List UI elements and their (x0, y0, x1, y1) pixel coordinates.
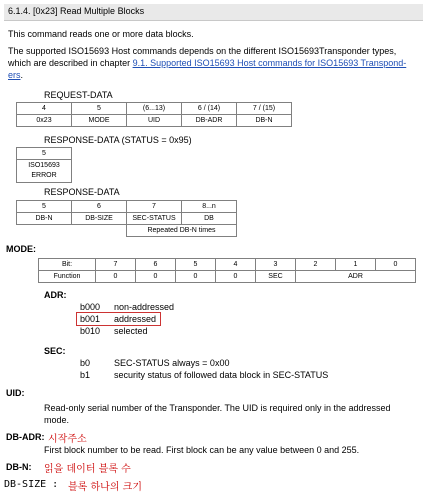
response-field-cell: DB-N (17, 213, 72, 225)
response-status-table (16, 147, 72, 183)
response-field-cell: SEC-STATUS (127, 213, 182, 225)
section-title: 6.1.4. [0x23] Read Multiple Blocks (8, 6, 145, 16)
response-status-field (17, 160, 72, 183)
adr-option-code: b000 (80, 302, 101, 312)
paragraph-line-1: The supported ISO15693 Host commands depends on the different ISO15693Transponder types, (8, 46, 397, 56)
bit-cell: 0 (376, 259, 416, 271)
request-field-cell: MODE (72, 115, 127, 127)
db-adr-description: First block number to be read. First block can be any value between 0 and 255. (44, 445, 360, 455)
request-position-cell: 5 (72, 103, 127, 115)
section-title-bar (4, 4, 423, 21)
response-repeat-row (17, 225, 237, 237)
response-position-cell: 8...n (182, 201, 237, 213)
paragraph-line-2 (8, 58, 406, 68)
request-position-cell: 7 / (15) (237, 103, 292, 115)
bit-cell: 4 (216, 259, 256, 271)
db-n-label: DB-N: (6, 462, 32, 472)
db-n-annotation: 읽을 데이터 블록 수 (44, 464, 131, 475)
bit-cell: 3 (256, 259, 296, 271)
request-field-row (17, 115, 292, 127)
response-position-cell: 7 (127, 201, 182, 213)
function-cell: 0 (96, 271, 136, 283)
paragraph-line-3 (8, 70, 23, 80)
request-field-cell: UID (127, 115, 182, 127)
uid-description-line: mode. (44, 415, 70, 425)
request-data-table (16, 102, 292, 127)
bit-cell: 1 (336, 259, 376, 271)
response-status-heading: RESPONSE-DATA (STATUS = 0x95) (44, 135, 192, 145)
uid-description-line: Read-only serial number of the Transponder. The UID is required only in the addressed (44, 403, 391, 413)
request-field-cell: 0x23 (17, 115, 72, 127)
function-cell-adr: ADR (296, 271, 416, 283)
bit-cell: 6 (136, 259, 176, 271)
request-field-cell: DB-ADR (182, 115, 237, 127)
adr-label: ADR: (44, 290, 67, 300)
mode-bit-row (39, 259, 416, 271)
bit-cell: 2 (296, 259, 336, 271)
function-cell: 0 (216, 271, 256, 283)
response-field-cell: DB-SIZE (72, 213, 127, 225)
adr-option-desc: non-addressed (114, 302, 175, 312)
mode-bit-table (38, 258, 416, 283)
adr-option-code: b001 (80, 314, 101, 324)
db-adr-label: DB-ADR: (6, 432, 45, 442)
chapter-link[interactable]: 9.1. Supported ISO15693 Host commands for ISO15693 Transpond- (132, 58, 407, 68)
bit-cell: 5 (176, 259, 216, 271)
response-data-table (16, 200, 237, 237)
db-size-annotation: 블록 하나의 크기 (68, 482, 142, 493)
mode-function-row (39, 271, 416, 283)
response-position-cell: 6 (72, 201, 127, 213)
adr-option-code: b010 (80, 326, 101, 336)
db-size-label: DB-SIZE : (4, 479, 59, 490)
sec-option-desc: SEC-STATUS always = 0x00 (114, 358, 230, 368)
function-cell: 0 (136, 271, 176, 283)
sec-label: SEC: (44, 346, 66, 356)
response-status-field-line: ISO15693 (28, 162, 60, 169)
adr-option-desc: addressed (114, 314, 157, 324)
db-adr-annotation: 시작주소 (48, 434, 87, 445)
mode-label: MODE: (6, 244, 36, 254)
function-cell: SEC (256, 271, 296, 283)
bit-cell: 7 (96, 259, 136, 271)
paragraph-suffix: . (20, 70, 24, 80)
chapter-link-continued[interactable]: ers (8, 70, 21, 80)
response-field-cell: DB (182, 213, 237, 225)
sec-option-desc: security status of followed data block in SEC-STATUS (114, 370, 329, 380)
response-status-position: 5 (17, 148, 72, 160)
request-position-cell: (6...13) (127, 103, 182, 115)
response-field-row (17, 213, 237, 225)
request-field-cell: DB-N (237, 115, 292, 127)
repeated-note-cell: Repeated DB-N times (127, 225, 237, 237)
intro-text: This command reads one or more data blocks. (8, 29, 194, 39)
response-position-cell: 5 (17, 201, 72, 213)
adr-option-desc: selected (114, 326, 148, 336)
response-position-row (17, 201, 237, 213)
request-data-heading: REQUEST-DATA (44, 90, 113, 100)
function-cell: 0 (176, 271, 216, 283)
blank-cell (17, 225, 72, 237)
sec-option-code: b1 (80, 370, 91, 380)
sec-option-code: b0 (80, 358, 91, 368)
blank-cell (72, 225, 127, 237)
request-position-row (17, 103, 292, 115)
request-position-cell: 6 / (14) (182, 103, 237, 115)
bit-header-cell: Bit: (39, 259, 96, 271)
uid-label: UID: (6, 388, 25, 398)
response-data-heading: RESPONSE-DATA (44, 187, 120, 197)
response-status-field-line: ERROR (31, 172, 57, 179)
request-position-cell: 4 (17, 103, 72, 115)
paragraph-prefix: which are described in chapter (8, 58, 133, 68)
function-header-cell: Function (39, 271, 96, 283)
